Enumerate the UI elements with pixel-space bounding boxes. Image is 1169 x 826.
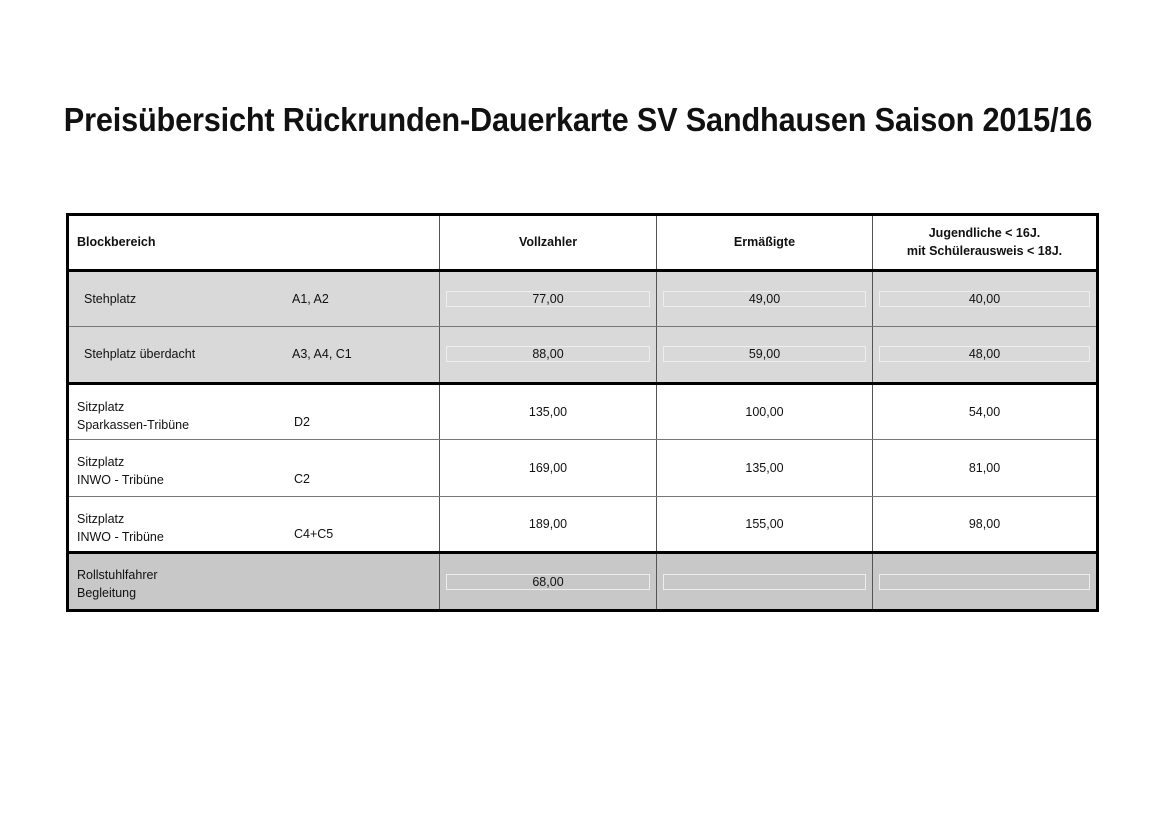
price-vollzahler: 77,00 <box>440 270 657 327</box>
price-ermaessigte: 100,00 <box>657 383 873 440</box>
block-cell <box>68 327 440 384</box>
block-name: Stehplatz <box>84 291 137 306</box>
table-row <box>68 383 1098 440</box>
table-row <box>68 440 1098 497</box>
block-code: D2 <box>294 415 310 430</box>
price-vollzahler: 88,00 <box>440 327 657 384</box>
header-blockbereich: Blockbereich <box>68 215 440 271</box>
block-name: Stehplatz überdacht <box>84 347 196 362</box>
block-name: Sitzplatz INWO - Tribüne <box>77 455 164 488</box>
price-vollzahler: 169,00 <box>440 440 657 497</box>
price-jugendliche: 48,00 <box>873 327 1098 384</box>
table-row <box>68 553 1098 611</box>
block-cell <box>68 553 440 611</box>
block-cell <box>68 440 440 497</box>
price-jugendliche: 81,00 <box>873 440 1098 497</box>
price-ermaessigte: 59,00 <box>657 327 873 384</box>
price-jugendliche: 40,00 <box>873 270 1098 327</box>
header-vollzahler: Vollzahler <box>440 215 657 271</box>
table-row <box>68 327 1098 384</box>
price-ermaessigte: 135,00 <box>657 440 873 497</box>
block-cell <box>68 496 440 553</box>
price-ermaessigte: 49,00 <box>657 270 873 327</box>
block-code: A1, A2 <box>292 291 329 306</box>
block-cell <box>68 270 440 327</box>
table-header-row <box>68 215 1098 271</box>
block-code: A3, A4, C1 <box>292 347 352 362</box>
block-cell <box>68 383 440 440</box>
block-code: C4+C5 <box>294 527 334 542</box>
header-jugendliche <box>873 215 1098 271</box>
table-row <box>68 496 1098 553</box>
header-ermaessigte: Ermäßigte <box>657 215 873 271</box>
table-row <box>68 270 1098 327</box>
header-jugendliche-line1: Jugendliche < 16J. <box>928 226 1041 241</box>
price-vollzahler: 135,00 <box>440 383 657 440</box>
price-vollzahler: 189,00 <box>440 496 657 553</box>
price-ermaessigte: 155,00 <box>657 496 873 553</box>
page-title: Preisübersicht Rückrunden-Dauerkarte SV Sandhausen Saison 2015/16 <box>63 101 1093 138</box>
price-table <box>66 213 1099 612</box>
price-jugendliche: 98,00 <box>873 496 1098 553</box>
block-code: C2 <box>294 471 310 486</box>
block-name: Rollstuhlfahrer Begleitung <box>77 568 158 601</box>
block-name: Sitzplatz INWO - Tribüne <box>77 511 164 544</box>
price-ermaessigte <box>657 553 873 611</box>
header-jugendliche-line2: mit Schülerausweis < 18J. <box>906 244 1063 259</box>
price-jugendliche: 54,00 <box>873 383 1098 440</box>
price-jugendliche <box>873 553 1098 611</box>
price-vollzahler: 68,00 <box>440 553 657 611</box>
block-name: Sitzplatz Sparkassen-Tribüne <box>77 399 190 432</box>
